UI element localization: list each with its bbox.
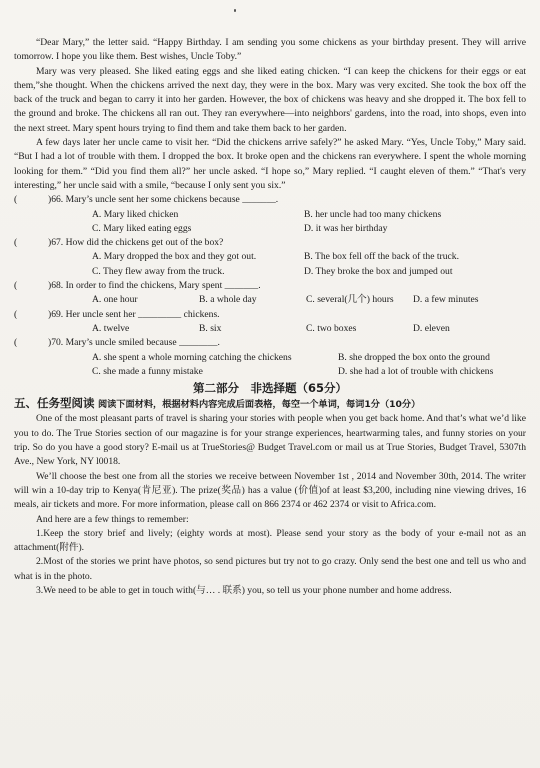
option-a: A. she spent a whole morning catching the chickens	[92, 351, 292, 363]
option-c: C. several(几个) hours	[306, 294, 394, 306]
question-text: )69. Her uncle sent her _________ chickens.	[48, 308, 220, 320]
option-a: A. Mary liked chicken	[92, 208, 179, 220]
question-text: )70. Mary’s uncle smiled because ________.	[48, 337, 220, 349]
options-row	[14, 365, 526, 379]
options-row	[14, 222, 526, 236]
passage-paragraph: Mary was very pleased. She liked eating eggs and she liked eating chicken. “I can keep the chickens for their eggs or eat them,”she thought. When the chickens arrived the next day, they were in the box. Mary was very excited. She took the box off the back of the truck and began to carry it into her garden. However, the box of chickens was heavy and she dropped it. The box fell to the ground and broke. The chickens all ran out. They ran everywhere—into neighbors' gardens, into the road, into shops, even into the next street. Mary spent hours trying to find them and take them back to her garden.	[14, 65, 526, 134]
option-a: A. twelve	[92, 322, 130, 334]
option-d: D. a few minutes	[413, 294, 479, 306]
part-two-title: 第二部分 非选择题（65分）	[192, 381, 347, 396]
option-b: B. her uncle had too many chickens	[304, 208, 442, 220]
question-69	[14, 308, 526, 322]
reading-paragraph: We’ll choose the best one from all the stories we receive between November 1st , 2014 and November 30th, 2014. The writer will win a 10-day trip to Kenya(肯尼亚). The prize(奖品) has a value (价值)of at least $3,200, including nine viewing drives, 16 meals, air tickets and more. For more information, please call on 866 2374 or 462 2374 or visit to Africa.com.	[14, 470, 526, 511]
question-text: )66. Mary’s uncle sent her some chickens because _______.	[48, 194, 279, 206]
answer-blank[interactable]: (	[14, 280, 18, 292]
option-d: D. it was her birthday	[304, 222, 388, 234]
options-row	[14, 265, 526, 279]
option-a: A. one hour	[92, 294, 138, 306]
page-content	[14, 36, 526, 598]
option-c: C. she made a funny mistake	[92, 365, 203, 377]
option-c: C. They flew away from the truck.	[92, 265, 225, 277]
reading-paragraph: And here are a few things to remember:	[36, 513, 189, 525]
answer-blank[interactable]: (	[14, 337, 18, 349]
question-text: )68. In order to find the chickens, Mary spent _______.	[48, 280, 261, 292]
answer-blank[interactable]: (	[14, 194, 18, 206]
section-five-instruction: 阅读下面材料，根据材料内容完成后面表格，每空一个单词，每词1分（10分）	[97, 399, 421, 411]
question-67	[14, 236, 526, 250]
option-a: A. Mary dropped the box and they got out.	[92, 251, 257, 263]
reading-paragraph: One of the most pleasant parts of travel is sharing your stories with people when you get back home. And that’s what we’d like you to do. The True Stories section of our magazine is for your strange experiences, heartwarming tales, and funny stories on your trip. So do you have a good story? E-mail us at TrueStories@ Budget Travel.com or mail us at True Stories, Budget Travel, 5307th Ave., New York, NY l0018.	[14, 413, 526, 468]
options-row	[14, 351, 526, 365]
option-b: B. a whole day	[199, 294, 257, 306]
answer-blank[interactable]: (	[14, 237, 18, 249]
option-d: D. They broke the box and jumped out	[304, 265, 453, 277]
option-b: B. The box fell off the back of the truck.	[304, 251, 459, 263]
question-68	[14, 279, 526, 293]
reading-paragraph: 3.We need to be able to get in touch with(与… . 联系) you, so tell us your phone number and home address.	[36, 584, 452, 596]
section-five-heading	[14, 396, 526, 412]
option-d: D. she had a lot of trouble with chickens	[338, 365, 494, 377]
options-row	[14, 322, 526, 336]
question-text: )67. How did the chickens get out of the box?	[48, 237, 224, 249]
passage-paragraph: A few days later her uncle came to visit her. “Did the chickens arrive safely?” he asked Mary. “Yes, Uncle Toby,” Mary said. “But I had a lot of trouble with them. I dropped the box. It broke open and the chickens ran everywhere. I spent the whole morning looking for them.” “Did you find them all?” her uncle asked. “I hope so,” Mary replied. “I caught eleven of them.” “That's very interesting,” her uncle said with a smile, “because I only sent you six.”	[14, 137, 526, 191]
reading-paragraph: 2.Most of the stories we print have photos, so send pictures but try not to go crazy. Only send the best one and tell us who and what is in the photo.	[14, 556, 526, 582]
options-row	[14, 293, 526, 307]
option-b: B. six	[199, 322, 222, 334]
option-c: C. Mary liked eating eggs	[92, 222, 192, 234]
option-b: B. she dropped the box onto the ground	[338, 351, 490, 363]
answer-blank[interactable]: (	[14, 308, 18, 320]
options-row	[14, 208, 526, 222]
section-five-title: 五、任务型阅读	[14, 396, 95, 411]
options-row	[14, 250, 526, 264]
question-66	[14, 193, 526, 207]
option-c: C. two boxes	[306, 322, 357, 334]
scan-mark	[234, 9, 236, 12]
option-d: D. eleven	[413, 322, 450, 334]
passage-paragraph: “Dear Mary,” the letter said. “Happy Birthday. I am sending you some chickens as your birthday present. They will arrive tomorrow. I hope you like them. Best wishes, Uncle Toby.”	[14, 37, 526, 63]
reading-paragraph: 1.Keep the story brief and lively; (eighty words at most). Please send your story as the body of your e-mail not as an attachment(附件).	[14, 527, 526, 554]
question-70	[14, 336, 526, 350]
